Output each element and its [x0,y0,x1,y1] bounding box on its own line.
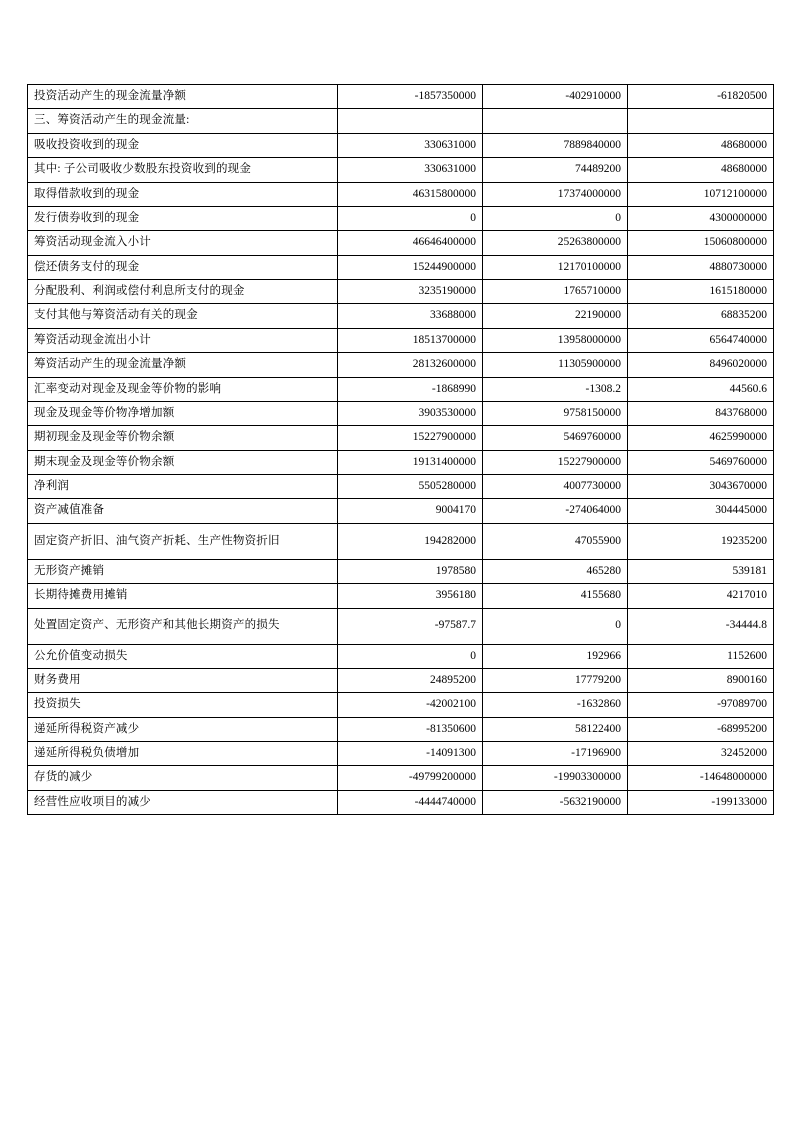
row-label: 期末现金及现金等价物余额 [28,450,338,474]
row-value-2: 192966 [483,644,628,668]
row-value-2: 5469760000 [483,426,628,450]
row-value-2: 4007730000 [483,475,628,499]
table-row [28,304,774,328]
row-value-2: -5632190000 [483,790,628,814]
row-value-2: -274064000 [483,499,628,523]
row-value-2: 465280 [483,559,628,583]
row-value-3: 843768000 [628,401,774,425]
row-label: 净利润 [28,475,338,499]
row-value-1: 1978580 [338,559,483,583]
table-row [28,280,774,304]
row-label: 长期待摊费用摊销 [28,584,338,608]
table-row [28,499,774,523]
table-row [28,426,774,450]
table-row [28,742,774,766]
row-value-1: 15244900000 [338,255,483,279]
row-value-1: 3235190000 [338,280,483,304]
row-value-1 [338,109,483,133]
table-row [28,450,774,474]
cash-flow-statement-table [27,84,774,815]
row-value-1: 3956180 [338,584,483,608]
row-label: 筹资活动产生的现金流量净额 [28,353,338,377]
table-row [28,693,774,717]
row-label: 递延所得税负债增加 [28,742,338,766]
row-label: 公允价值变动损失 [28,644,338,668]
row-value-1: 33688000 [338,304,483,328]
row-value-2: 25263800000 [483,231,628,255]
table-row [28,182,774,206]
table-row [28,766,774,790]
row-value-2: -1308.2 [483,377,628,401]
row-value-3: 4217010 [628,584,774,608]
row-value-3: 4880730000 [628,255,774,279]
row-value-3: 44560.6 [628,377,774,401]
row-value-3: 48680000 [628,158,774,182]
row-value-1: 19131400000 [338,450,483,474]
row-value-1: -1857350000 [338,85,483,109]
row-label: 存货的减少 [28,766,338,790]
row-value-3: 68835200 [628,304,774,328]
row-value-3: 19235200 [628,523,774,559]
row-value-3: 1615180000 [628,280,774,304]
table-row [28,668,774,692]
row-value-2: 12170100000 [483,255,628,279]
row-value-3: -61820500 [628,85,774,109]
row-value-2: 7889840000 [483,133,628,157]
row-value-1: 330631000 [338,158,483,182]
row-label: 固定资产折旧、油气资产折耗、生产性物资折旧 [28,523,338,559]
row-value-1: -1868990 [338,377,483,401]
row-value-1: 330631000 [338,133,483,157]
row-value-2: 22190000 [483,304,628,328]
table-row [28,644,774,668]
table-row [28,109,774,133]
row-value-3: 539181 [628,559,774,583]
row-value-3: 3043670000 [628,475,774,499]
table-row [28,328,774,352]
row-value-1: 194282000 [338,523,483,559]
row-label: 现金及现金等价物净增加额 [28,401,338,425]
row-value-3: 6564740000 [628,328,774,352]
table-row [28,608,774,644]
row-value-2 [483,109,628,133]
table-row [28,158,774,182]
row-value-1: 0 [338,206,483,230]
row-label: 分配股利、利润或偿付利息所支付的现金 [28,280,338,304]
row-value-3: 4300000000 [628,206,774,230]
row-value-1: 46646400000 [338,231,483,255]
table-row [28,255,774,279]
row-value-3: -68995200 [628,717,774,741]
row-label: 无形资产摊销 [28,559,338,583]
row-value-2: 17779200 [483,668,628,692]
table-row [28,353,774,377]
row-label: 处置固定资产、无形资产和其他长期资产的损失 [28,608,338,644]
row-value-1: -4444740000 [338,790,483,814]
row-value-3: 32452000 [628,742,774,766]
table-row [28,717,774,741]
row-value-3: 304445000 [628,499,774,523]
row-value-1: 5505280000 [338,475,483,499]
row-value-2: 0 [483,608,628,644]
row-value-2: 58122400 [483,717,628,741]
row-label: 投资损失 [28,693,338,717]
row-value-3 [628,109,774,133]
row-label: 财务费用 [28,668,338,692]
row-label: 其中: 子公司吸收少数股东投资收到的现金 [28,158,338,182]
row-value-3: 10712100000 [628,182,774,206]
table-row [28,475,774,499]
table-row [28,206,774,230]
row-label: 偿还债务支付的现金 [28,255,338,279]
row-value-2: 11305900000 [483,353,628,377]
row-value-1: -81350600 [338,717,483,741]
row-value-1: 15227900000 [338,426,483,450]
row-value-1: -97587.7 [338,608,483,644]
row-value-1: 24895200 [338,668,483,692]
row-value-1: 9004170 [338,499,483,523]
row-label: 期初现金及现金等价物余额 [28,426,338,450]
row-value-2: 15227900000 [483,450,628,474]
row-value-3: 4625990000 [628,426,774,450]
row-value-3: 1152600 [628,644,774,668]
row-value-1: 18513700000 [338,328,483,352]
row-value-3: 8900160 [628,668,774,692]
row-label: 筹资活动现金流出小计 [28,328,338,352]
row-label: 三、筹资活动产生的现金流量: [28,109,338,133]
row-label: 发行债券收到的现金 [28,206,338,230]
row-label: 递延所得税资产减少 [28,717,338,741]
row-value-2: -402910000 [483,85,628,109]
row-value-3: 5469760000 [628,450,774,474]
row-value-3: 8496020000 [628,353,774,377]
row-value-2: 74489200 [483,158,628,182]
row-value-1: 46315800000 [338,182,483,206]
row-value-3: -199133000 [628,790,774,814]
row-value-2: -1632860 [483,693,628,717]
row-value-1: 3903530000 [338,401,483,425]
row-label: 取得借款收到的现金 [28,182,338,206]
row-value-2: 4155680 [483,584,628,608]
row-value-1: -49799200000 [338,766,483,790]
row-value-3: 48680000 [628,133,774,157]
row-value-1: 28132600000 [338,353,483,377]
row-label: 汇率变动对现金及现金等价物的影响 [28,377,338,401]
row-value-2: -17196900 [483,742,628,766]
table-row [28,559,774,583]
row-value-2: -19903300000 [483,766,628,790]
row-value-2: 13958000000 [483,328,628,352]
row-value-3: -14648000000 [628,766,774,790]
table-body [28,85,774,815]
table-row [28,85,774,109]
row-value-3: -34444.8 [628,608,774,644]
row-value-3: -97089700 [628,693,774,717]
row-value-2: 1765710000 [483,280,628,304]
row-label: 经营性应收项目的减少 [28,790,338,814]
table-row [28,377,774,401]
row-value-1: -42002100 [338,693,483,717]
table-row [28,133,774,157]
row-label: 资产减值准备 [28,499,338,523]
row-label: 支付其他与筹资活动有关的现金 [28,304,338,328]
row-value-2: 0 [483,206,628,230]
table-row [28,401,774,425]
row-label: 投资活动产生的现金流量净额 [28,85,338,109]
table-row [28,231,774,255]
table-row [28,790,774,814]
table-row [28,584,774,608]
row-value-2: 9758150000 [483,401,628,425]
row-value-2: 47055900 [483,523,628,559]
row-label: 吸收投资收到的现金 [28,133,338,157]
row-value-2: 17374000000 [483,182,628,206]
row-value-1: -14091300 [338,742,483,766]
row-label: 筹资活动现金流入小计 [28,231,338,255]
row-value-3: 15060800000 [628,231,774,255]
table-row [28,523,774,559]
row-value-1: 0 [338,644,483,668]
